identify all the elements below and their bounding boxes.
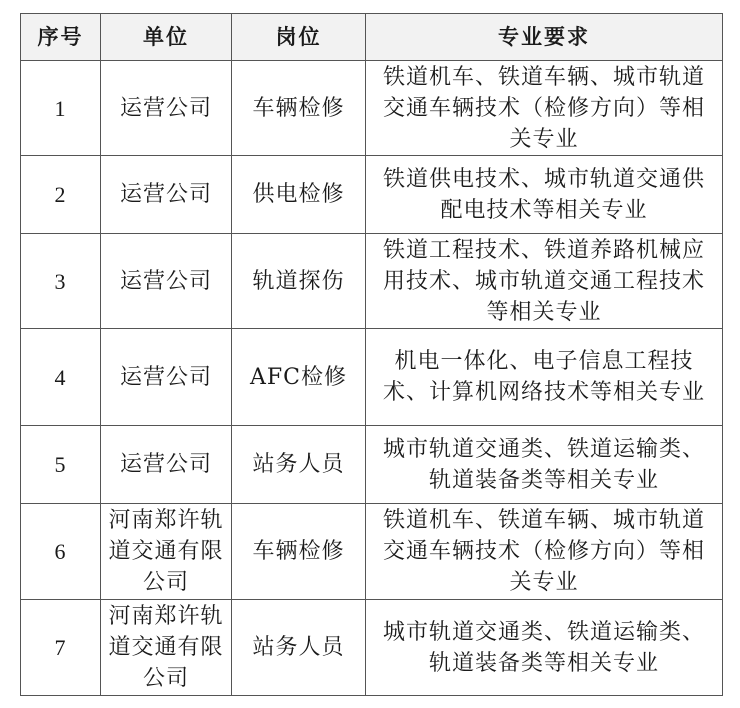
table-row	[21, 329, 723, 426]
row-unit: 运营公司	[101, 234, 232, 329]
row-index: 1	[21, 61, 101, 156]
row-index: 3	[21, 234, 101, 329]
header-row	[21, 14, 723, 61]
row-position: 车辆检修	[232, 61, 366, 156]
row-requirement: 铁道工程技术、铁道养路机械应用技术、城市轨道交通工程技术等相关专业	[366, 234, 723, 329]
row-position: AFC检修	[232, 329, 366, 426]
row-position: 供电检修	[232, 156, 366, 234]
table-header	[21, 14, 723, 61]
header-index: 序号	[21, 14, 101, 61]
row-unit: 运营公司	[101, 156, 232, 234]
table-row	[21, 600, 723, 696]
row-requirement: 城市轨道交通类、铁道运输类、轨道装备类等相关专业	[366, 426, 723, 504]
header-unit: 单位	[101, 14, 232, 61]
row-position: 站务人员	[232, 600, 366, 696]
row-unit: 河南郑许轨道交通有限公司	[101, 504, 232, 600]
row-index: 6	[21, 504, 101, 600]
row-unit: 运营公司	[101, 329, 232, 426]
row-index: 5	[21, 426, 101, 504]
header-position: 岗位	[232, 14, 366, 61]
table-row	[21, 61, 723, 156]
recruitment-table	[20, 13, 723, 696]
table-row	[21, 504, 723, 600]
row-position: 车辆检修	[232, 504, 366, 600]
row-unit: 河南郑许轨道交通有限公司	[101, 600, 232, 696]
row-position: 站务人员	[232, 426, 366, 504]
table-row	[21, 234, 723, 329]
table-row	[21, 156, 723, 234]
row-position: 轨道探伤	[232, 234, 366, 329]
row-requirement: 城市轨道交通类、铁道运输类、轨道装备类等相关专业	[366, 600, 723, 696]
table-body	[21, 61, 723, 696]
row-unit: 运营公司	[101, 426, 232, 504]
row-requirement: 机电一体化、电子信息工程技术、计算机网络技术等相关专业	[366, 329, 723, 426]
row-index: 4	[21, 329, 101, 426]
row-requirement: 铁道机车、铁道车辆、城市轨道交通车辆技术（检修方向）等相关专业	[366, 61, 723, 156]
row-index: 2	[21, 156, 101, 234]
header-requirement: 专业要求	[366, 14, 723, 61]
row-requirement: 铁道机车、铁道车辆、城市轨道交通车辆技术（检修方向）等相关专业	[366, 504, 723, 600]
row-requirement: 铁道供电技术、城市轨道交通供配电技术等相关专业	[366, 156, 723, 234]
row-unit: 运营公司	[101, 61, 232, 156]
table-row	[21, 426, 723, 504]
row-index: 7	[21, 600, 101, 696]
